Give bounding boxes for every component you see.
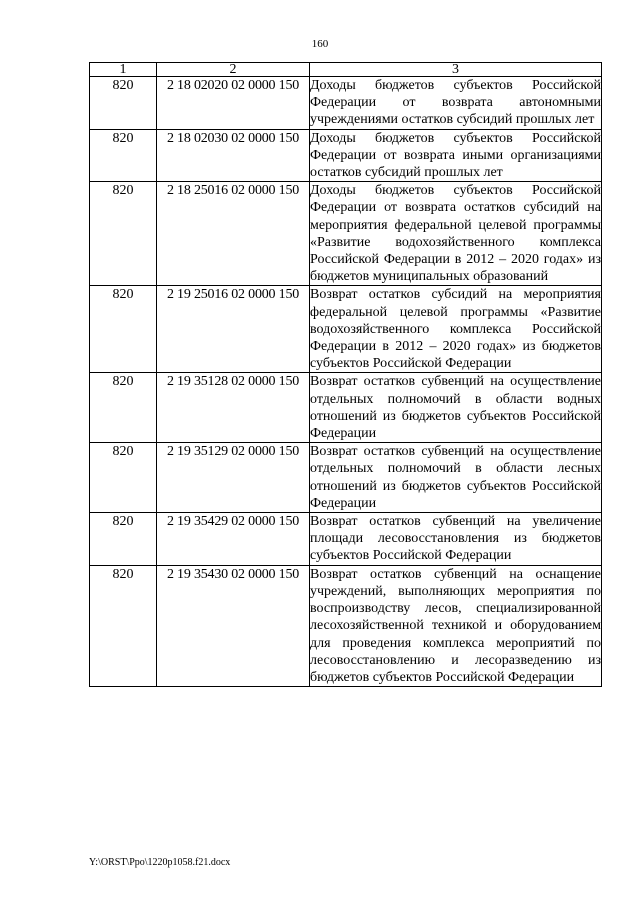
budget-classification-code-cell: 2 19 35429 02 0000 150 [157, 513, 310, 566]
table-row [90, 129, 602, 182]
column-header-1: 1 [90, 63, 157, 77]
table-row [90, 182, 602, 286]
budget-classification-code-cell: 2 19 25016 02 0000 150 [157, 286, 310, 373]
table-row [90, 373, 602, 443]
revenue-name-cell: Доходы бюджетов субъектов Российской Федерации от возврата остатков субсидий на мероприятия федеральной целевой программы «Развитие водохозяйственного комплекса Российской Федерации в 2012 – 2020 годах» из бюджетов муниципальных образований [310, 183, 601, 285]
budget-classification-code-cell: 2 18 25016 02 0000 150 [157, 182, 310, 286]
budget-classification-code-cell: 2 18 02030 02 0000 150 [157, 129, 310, 182]
table-row [90, 77, 602, 130]
document-file-path: Y:\ORST\Ppo\1220p1058.f21.docx [89, 857, 231, 868]
revenue-name-cell: Возврат остатков субвенций на осуществление отдельных полномочий в области лесных отношений из бюджетов субъектов Российской Федерации [310, 444, 601, 511]
budget-classification-code-cell: 2 19 35129 02 0000 150 [157, 443, 310, 513]
admin-code-cell: 820 [90, 77, 157, 130]
budget-classification-code-cell: 2 19 35128 02 0000 150 [157, 373, 310, 443]
admin-code-cell: 820 [90, 286, 157, 373]
table-row [90, 513, 602, 566]
revenue-name-cell: Возврат остатков субсидий на мероприятия федеральной целевой программы «Развитие водохозяйственного комплекса Российской Федерации в 2012 – 2020 годах» из бюджетов субъектов Российской Федерации [310, 287, 601, 372]
admin-code-cell: 820 [90, 182, 157, 286]
table-row [90, 565, 602, 686]
revenue-name-cell: Доходы бюджетов субъектов Российской Федерации от возврата автономными учреждениями остатков субсидий прошлых лет [310, 78, 601, 128]
admin-code-cell: 820 [90, 513, 157, 566]
table-row [90, 286, 602, 373]
revenue-name-cell: Возврат остатков субвенций на осуществление отдельных полномочий в области водных отношений из бюджетов субъектов Российской Федерации [310, 374, 601, 442]
revenue-name-cell: Возврат остатков субвенций на увеличение площади лесовосстановления из бюджетов субъектов Российской Федерации [310, 514, 601, 564]
budget-classification-code-cell: 2 18 02020 02 0000 150 [157, 77, 310, 130]
table-row [90, 443, 602, 513]
column-header-2: 2 [157, 63, 310, 77]
column-header-3: 3 [310, 63, 602, 77]
admin-code-cell: 820 [90, 443, 157, 513]
budget-classification-code-cell: 2 19 35430 02 0000 150 [157, 565, 310, 686]
revenue-name-cell: Доходы бюджетов субъектов Российской Федерации от возврата иными организациями остатков субсидий прошлых лет [310, 130, 601, 181]
admin-code-cell: 820 [90, 373, 157, 443]
admin-code-cell: 820 [90, 129, 157, 182]
budget-revenue-table [89, 62, 602, 687]
revenue-name-cell: Возврат остатков субвенций на оснащение учреждений, выполняющих мероприятия по воспроизводству лесов, специализированной лесохозяйственной техникой и оборудованием для проведения комплекса мероприятий по лесовосстановлению и лесоразведению из бюджетов субъектов Российской Федерации [310, 566, 601, 685]
admin-code-cell: 820 [90, 565, 157, 686]
table-header-row [90, 63, 602, 77]
page-number: 160 [311, 38, 329, 50]
